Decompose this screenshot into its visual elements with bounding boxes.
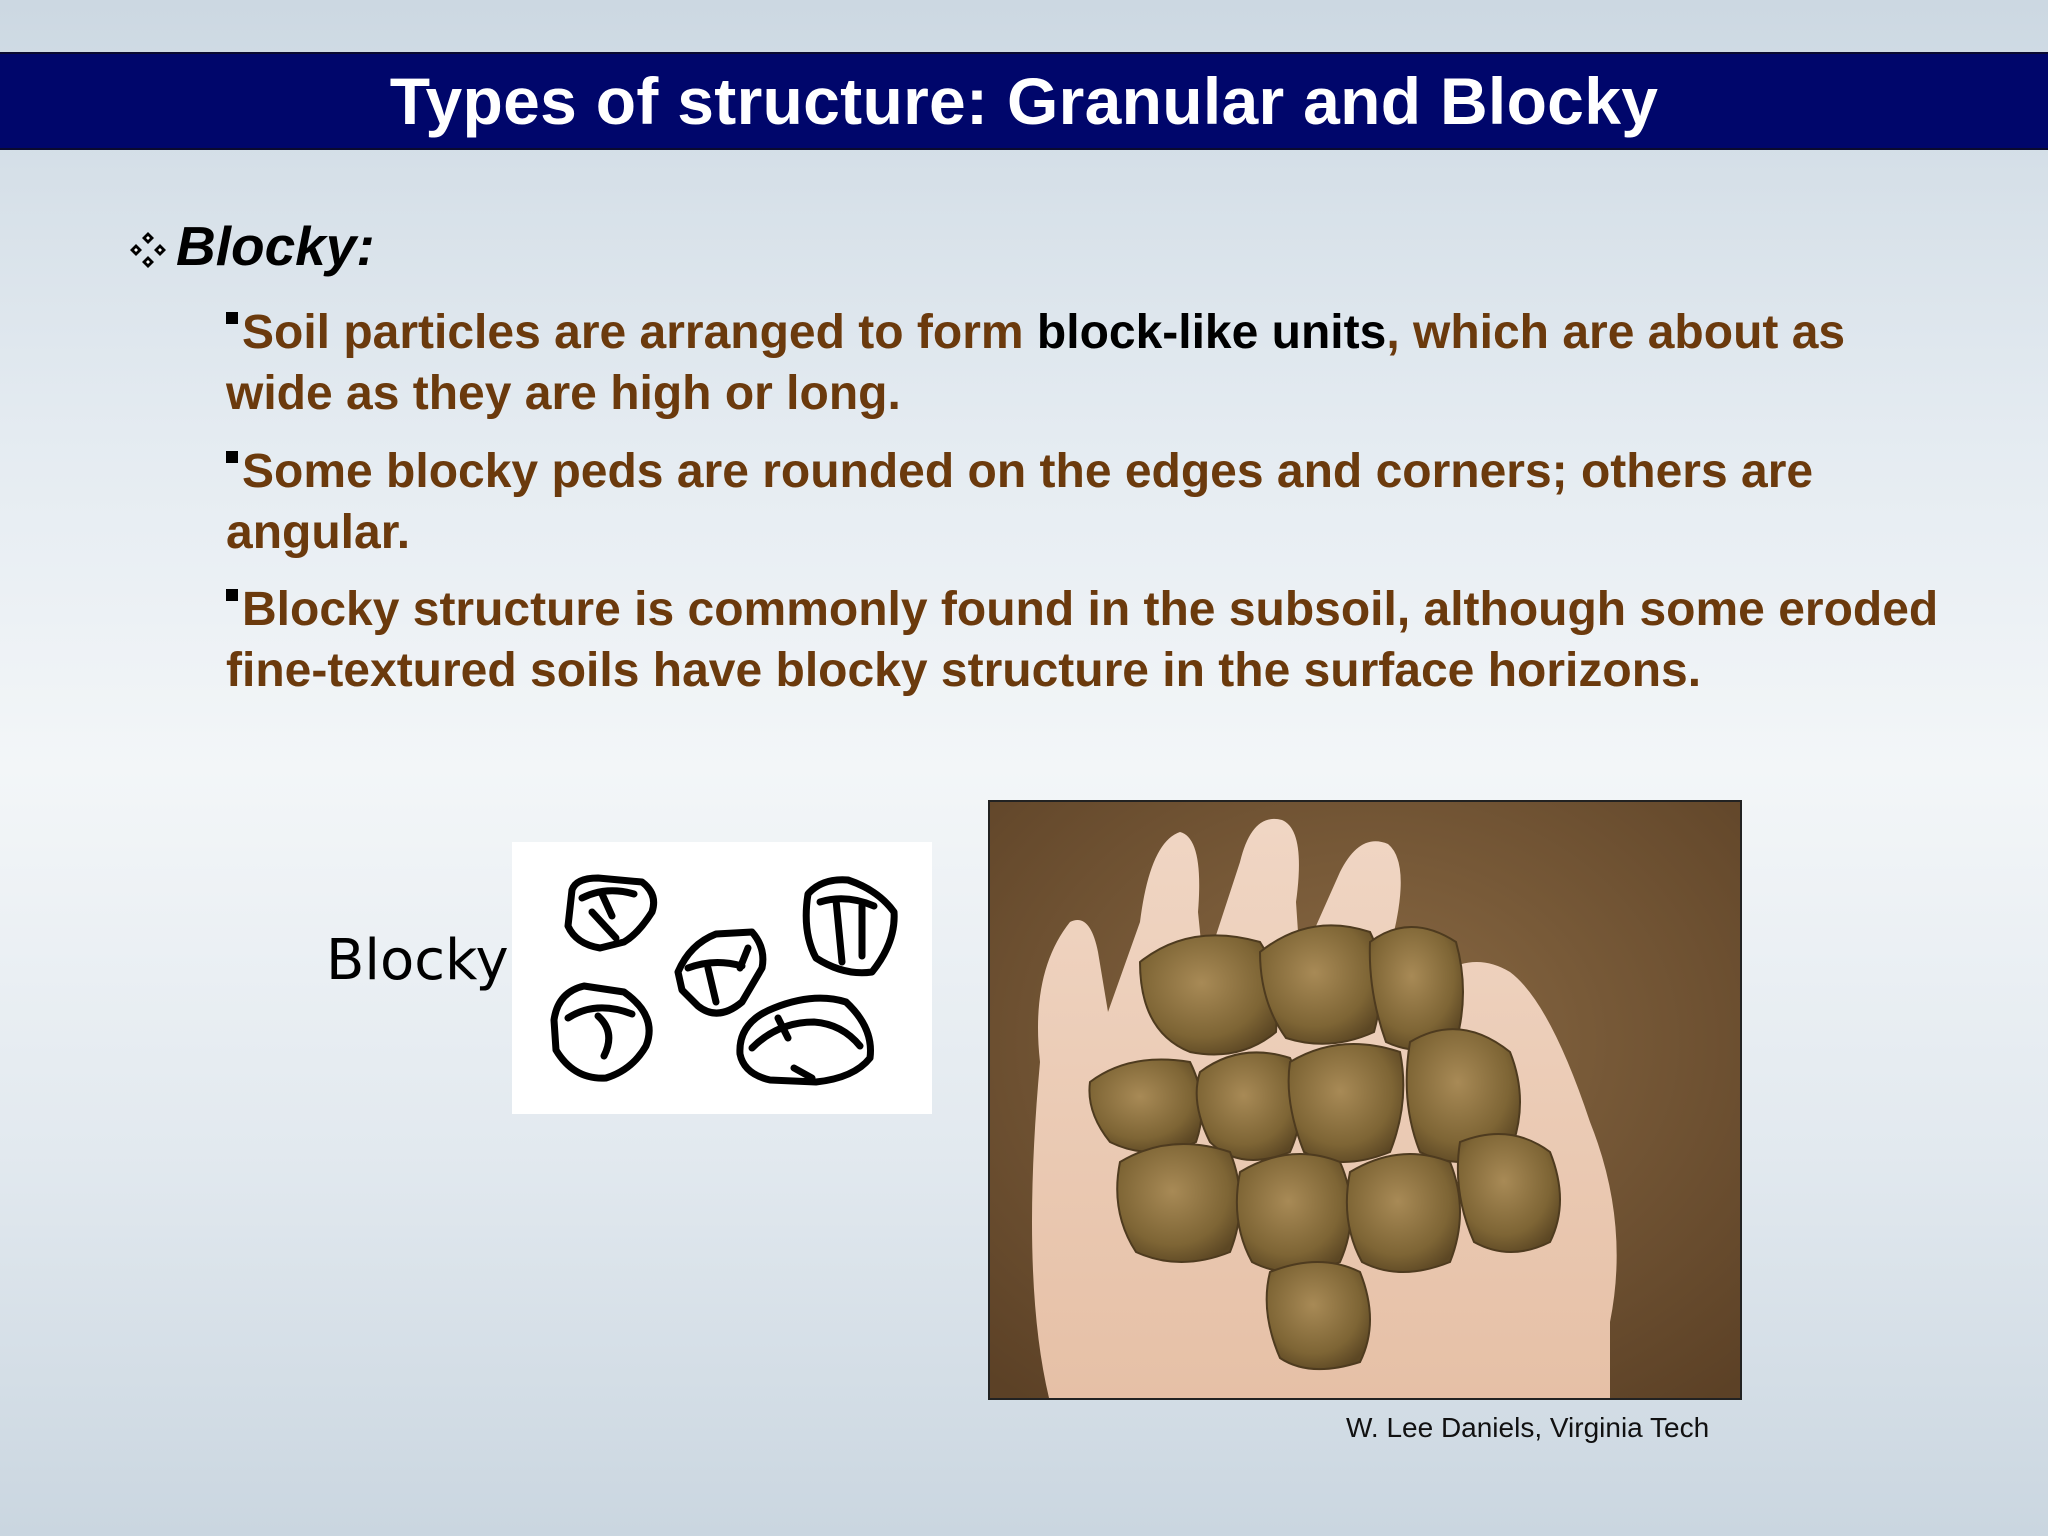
soil-photo [988,800,1742,1400]
square-bullet-icon [226,312,238,324]
bullet-3-text: Blocky structure is commonly found in the subsoil, although some eroded fine-textured soils have blocky structure in the surface horizons. [226,583,1939,697]
square-bullet-icon [226,589,238,601]
slide-title: Types of structure: Granular and Blocky [389,64,1659,138]
sketch-label: Blocky [326,928,509,993]
square-bullet-icon [226,451,238,463]
bullet-item-1 [226,302,1946,424]
photo-credit: W. Lee Daniels, Virginia Tech [1346,1412,1710,1443]
bullet-item-3 [226,579,1946,701]
bullet-1-highlight: block-like units [1036,306,1387,359]
bullet-1-text-a: Soil particles are arranged to form [242,306,1037,359]
section-heading [126,214,375,278]
bullet-2-text: Some blocky peds are rounded on the edges and corners; others are angular. [226,445,1814,559]
bullet-1-text-b: , which are about as wide as they are high or long. [226,306,1846,420]
bullet-item-2 [226,441,1946,563]
four-diamond-icon [126,228,170,272]
title-bar [0,52,2048,150]
heading-label: Blocky: [176,215,375,277]
blocky-sketch [512,842,932,1114]
